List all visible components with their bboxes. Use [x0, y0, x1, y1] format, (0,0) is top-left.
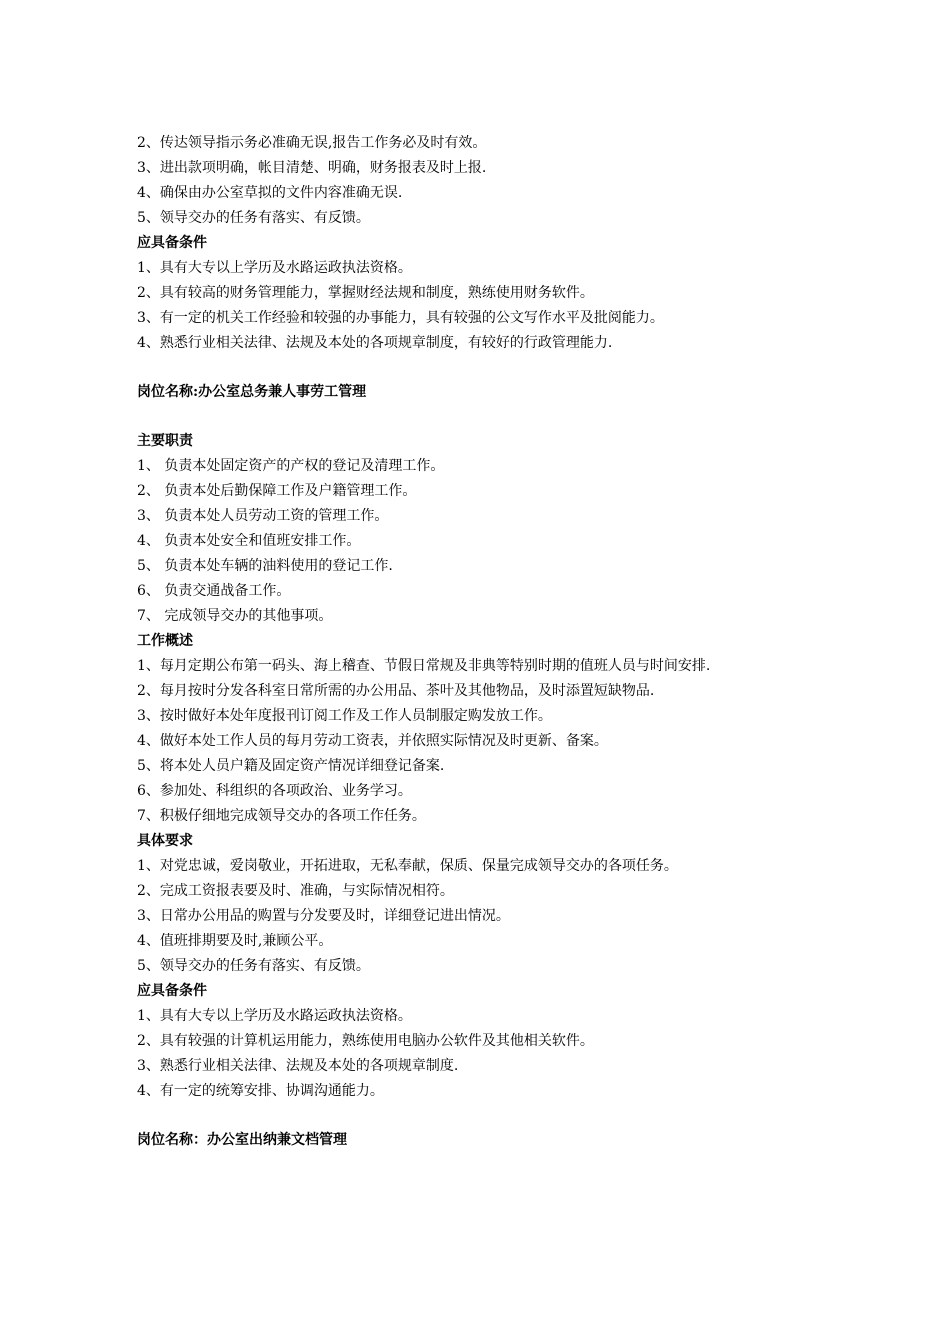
spacer — [137, 356, 817, 380]
section-heading-duties: 主要职责 — [137, 433, 193, 449]
condition-line: 2、具有较高的财务管理能力，掌握财经法规和制度，熟练使用财务软件。 — [137, 285, 594, 301]
duty-line: 2、 负责本处后勤保障工作及户籍管理工作。 — [137, 483, 417, 499]
condition-line: 1、具有大专以上学历及水路运政执法资格。 — [137, 260, 412, 276]
spacer — [137, 1104, 817, 1128]
overview-line: 7、积极仔细地完成领导交办的各项工作任务。 — [137, 808, 426, 824]
duty-line: 6、 负责交通战备工作。 — [137, 583, 291, 599]
requirement-line: 3、日常办公用品的购置与分发要及时，详细登记进出情况。 — [137, 908, 510, 924]
overview-line: 6、参加处、科组织的各项政治、业务学习。 — [137, 783, 412, 799]
condition-line: 3、熟悉行业相关法律、法规及本处的各项规章制度. — [137, 1058, 459, 1074]
duty-line: 5、 负责本处车辆的油料使用的登记工作. — [137, 558, 393, 574]
duty-line: 2、传达领导指示务必准确无误,报告工作务必及时有效。 — [137, 135, 487, 151]
spacer — [137, 405, 817, 429]
section-heading-overview: 工作概述 — [137, 633, 193, 649]
section-heading-conditions: 应具备条件 — [137, 983, 207, 999]
condition-line: 4、有一定的统筹安排、协调沟通能力。 — [137, 1083, 384, 1099]
section-heading-requirements: 具体要求 — [137, 833, 193, 849]
duty-line: 5、领导交办的任务有落实、有反馈。 — [137, 210, 370, 226]
duty-line: 4、确保由办公室草拟的文件内容准确无误. — [137, 185, 403, 201]
overview-line: 2、每月按时分发各科室日常所需的办公用品、茶叶及其他物品，及时添置短缺物品. — [137, 683, 655, 699]
overview-line: 1、每月定期公布第一码头、海上稽查、节假日常规及非典等特别时期的值班人员与时间安排. — [137, 658, 711, 674]
duty-line: 7、 完成领导交办的其他事项。 — [137, 608, 333, 624]
position-title: 岗位名称:办公室总务兼人事劳工管理 — [137, 384, 367, 400]
overview-line: 3、按时做好本处年度报刊订阅工作及工作人员制服定购发放工作。 — [137, 708, 552, 724]
condition-line: 1、具有大专以上学历及水路运政执法资格。 — [137, 1008, 412, 1024]
requirement-line: 4、值班排期要及时,兼顾公平。 — [137, 933, 333, 949]
section-heading-conditions: 应具备条件 — [137, 235, 207, 251]
overview-line: 5、将本处人员户籍及固定资产情况详细登记备案. — [137, 758, 445, 774]
duty-line: 3、进出款项明确，帐目清楚、明确，财务报表及时上报. — [137, 160, 487, 176]
duty-line: 4、 负责本处安全和值班安排工作。 — [137, 533, 361, 549]
requirement-line: 1、对党忠诚，爱岗敬业，开拓进取，无私奉献，保质、保量完成领导交办的各项任务。 — [137, 858, 678, 874]
duty-line: 1、 负责本处固定资产的产权的登记及清理工作。 — [137, 458, 445, 474]
requirement-line: 2、完成工资报表要及时、准确，与实际情况相符。 — [137, 883, 454, 899]
document-page — [137, 131, 817, 1153]
duty-line: 3、 负责本处人员劳动工资的管理工作。 — [137, 508, 389, 524]
condition-line: 4、熟悉行业相关法律、法规及本处的各项规章制度，有较好的行政管理能力. — [137, 335, 613, 351]
position-title: 岗位名称：办公室出纳兼文档管理 — [137, 1132, 347, 1148]
condition-line: 3、有一定的机关工作经验和较强的办事能力，具有较强的公文写作水平及批阅能力。 — [137, 310, 664, 326]
condition-line: 2、具有较强的计算机运用能力，熟练使用电脑办公软件及其他相关软件。 — [137, 1033, 594, 1049]
overview-line: 4、做好本处工作人员的每月劳动工资表，并依照实际情况及时更新、备案。 — [137, 733, 608, 749]
requirement-line: 5、领导交办的任务有落实、有反馈。 — [137, 958, 370, 974]
